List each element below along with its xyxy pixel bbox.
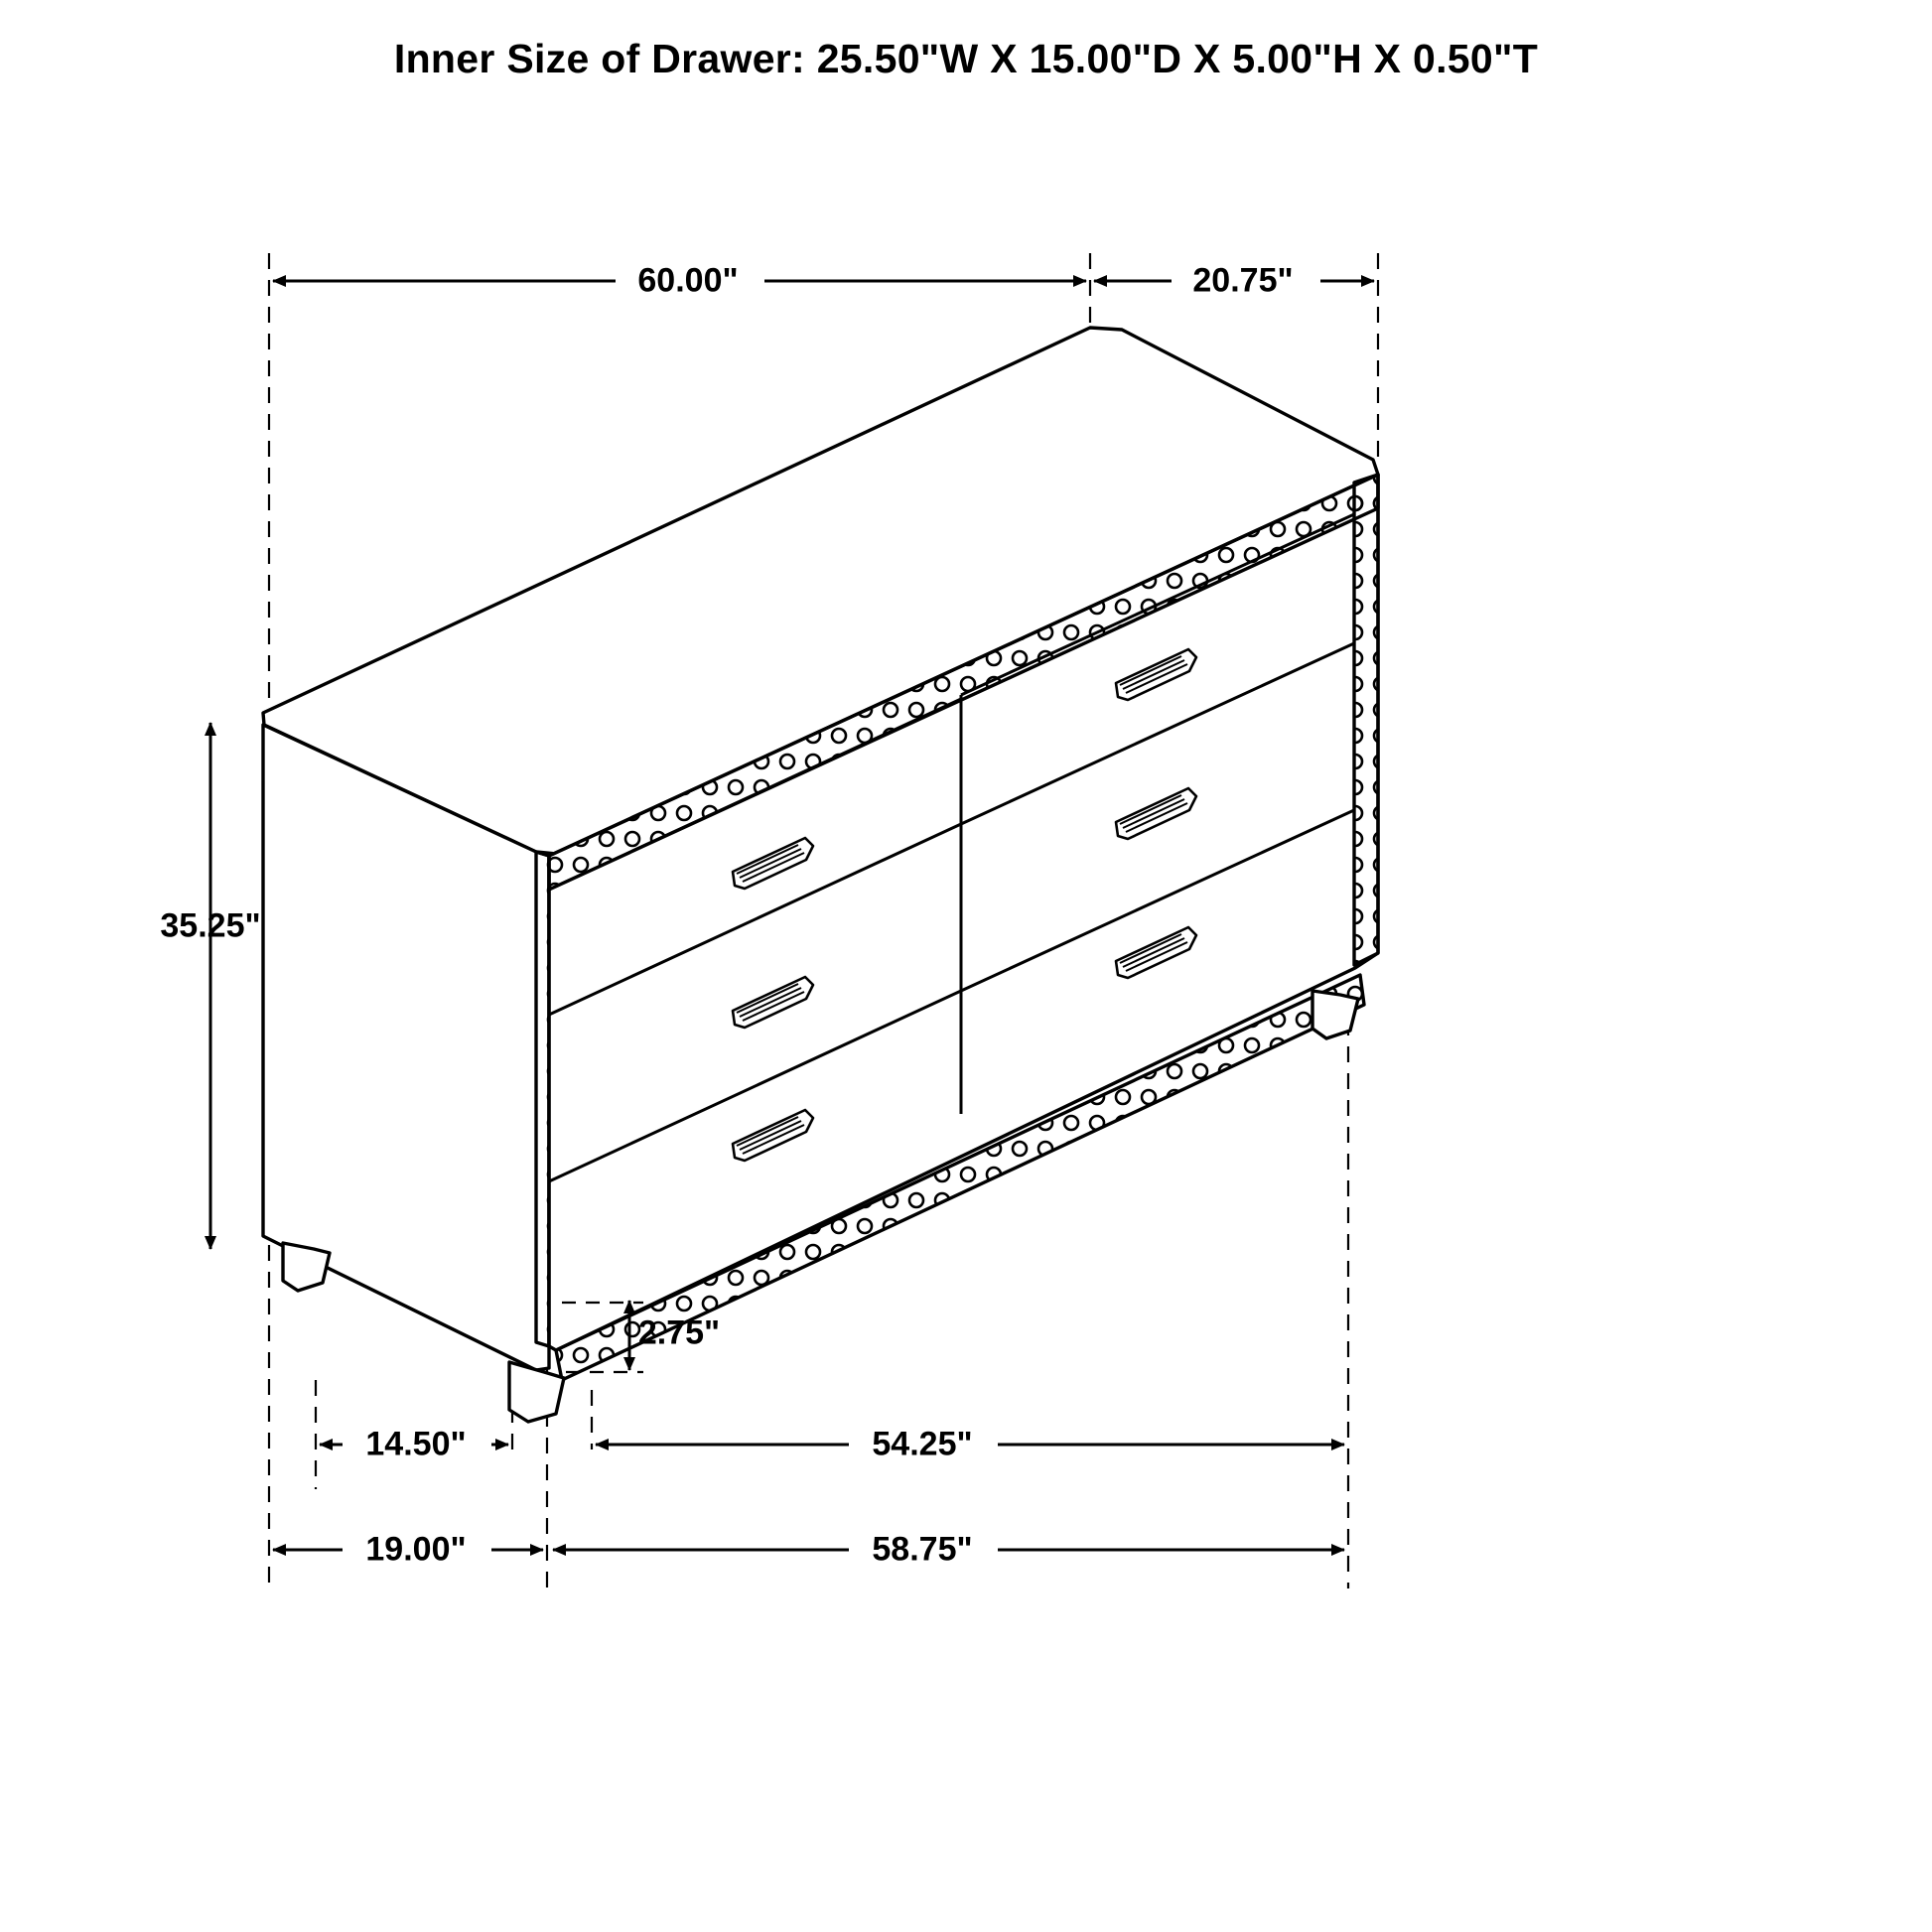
nailhead-trim-left [536,852,549,1346]
dimension-label-base-left-offset: 19.00" [365,1530,467,1569]
leg-front-left [283,1243,330,1291]
nailhead-trim-right [1354,475,1378,965]
leg-back-right [1312,991,1358,1038]
dresser-illustration [263,328,1378,1422]
dimension-label-bottom-front-width: 54.25" [872,1425,973,1463]
dimension-label-leg-height: 2.75" [637,1313,721,1352]
dimension-label-top-depth: 20.75" [1192,261,1294,300]
dimension-label-top-width: 60.00" [637,261,739,300]
dimension-label-base-overall-width: 58.75" [872,1530,973,1569]
page-title: Inner Size of Drawer: 25.50"W X 15.00"D X 5.00"H X 0.50"T [393,36,1539,81]
dimension-label-bottom-left-offset: 14.50" [365,1425,467,1463]
dimension-label-height: 35.25" [160,906,261,945]
leg-front-center [509,1362,564,1422]
